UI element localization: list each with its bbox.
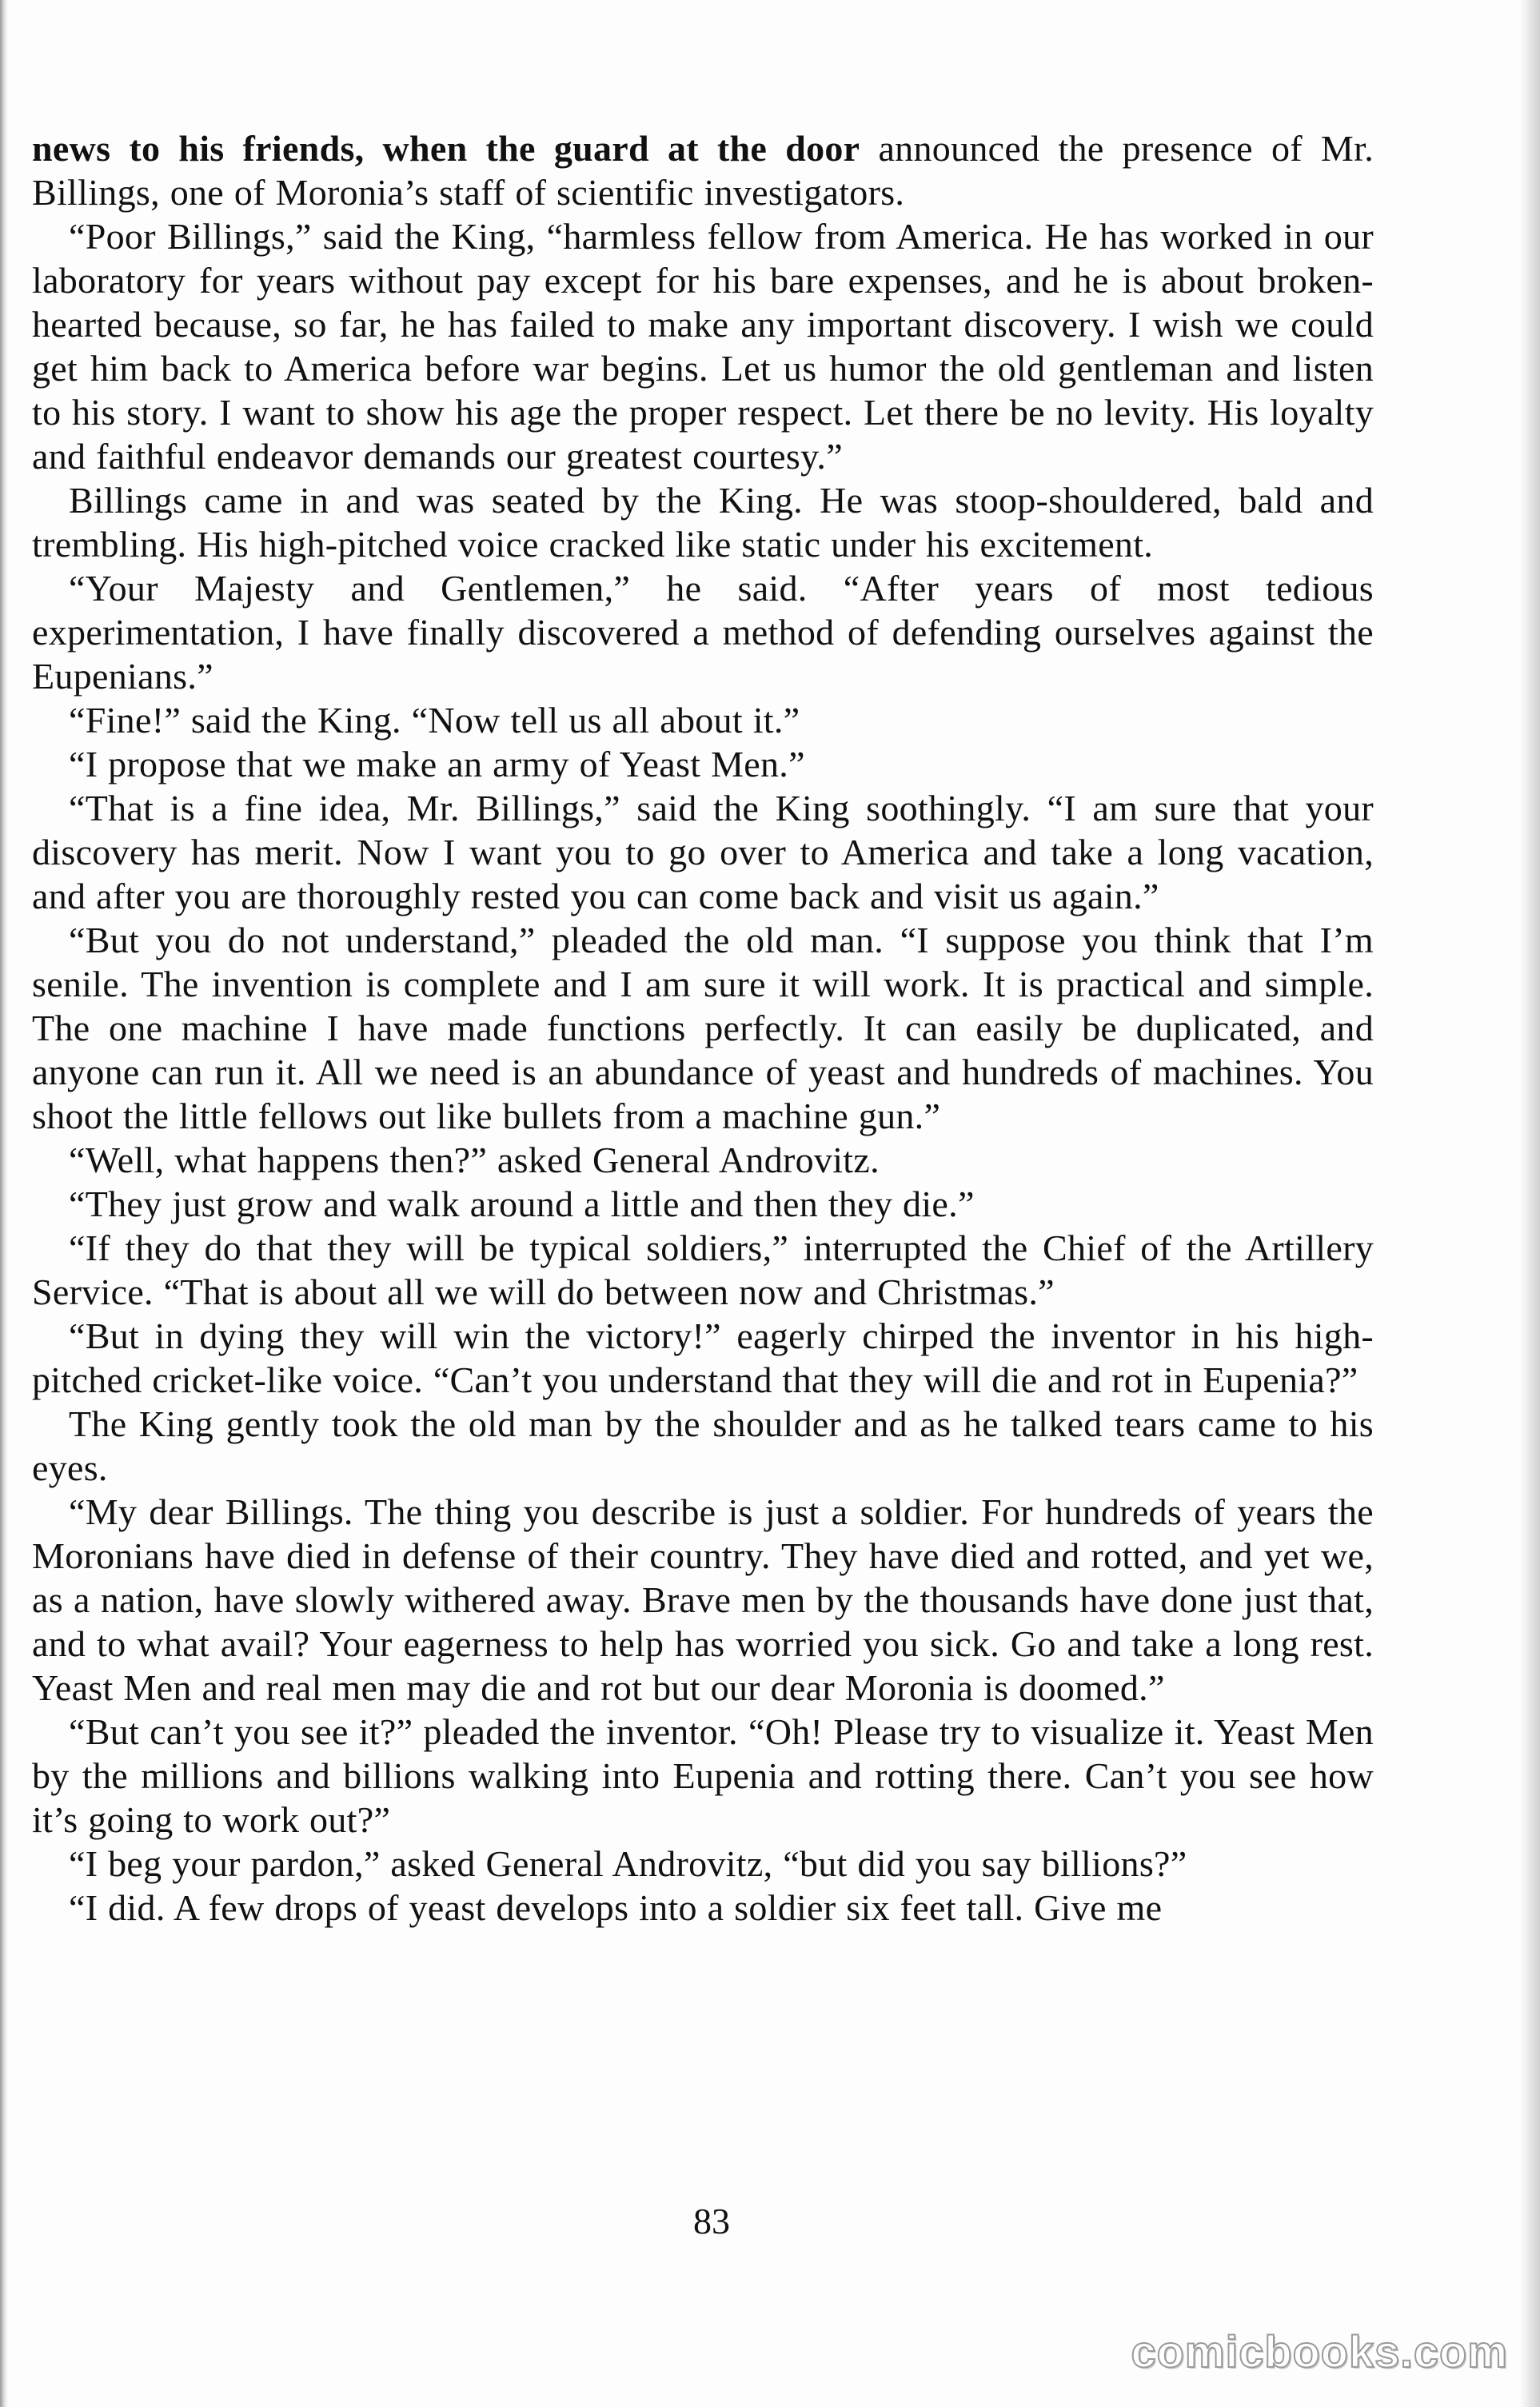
paragraph: “But in dying they will win the victory!” eagerly chirped the inventor in his high-pitched cricket-like voice. “Can’t you understand that they will die and rot in Eupenia?” <box>32 1315 1374 1400</box>
paragraph: “If they do that they will be typical soldiers,” interrupted the Chief of the Artillery Service. “That is about all we will do between now and Christmas.” <box>32 1227 1374 1312</box>
paragraph: “But can’t you see it?” pleaded the inventor. “Oh! Please try to visualize it. Yeast Men by the millions and billions walking into Eupenia and rotting there. Can’t you see how it’s going to work out?” <box>32 1711 1374 1840</box>
paragraph: “Well, what happens then?” asked General Androvitz. <box>69 1140 880 1180</box>
body-text <box>32 126 1374 1930</box>
paragraph: “I did. A few drops of yeast develops into a soldier six feet tall. Give me <box>69 1887 1163 1928</box>
page-left-shadow <box>0 0 8 2407</box>
paragraph: “They just grow and walk around a little and then they die.” <box>69 1184 975 1224</box>
watermark-logo: comicbooks.com <box>1131 2326 1508 2377</box>
paragraph: “Poor Billings,” said the King, “harmless fellow from America. He has worked in our laboratory for years without pay except for his bare expenses, and he is about broken-hearted because, so far, he has failed to make any important discovery. I wish we could get him back to America before war begins. Let us humor the old gentleman and listen to his story. I want to show his age the proper respect. Let there be no levity. His loyalty and faithful endeavor demands our greatest courtesy.” <box>32 216 1374 477</box>
page-right-shadow <box>1519 0 1540 2407</box>
paragraph: “Your Majesty and Gentlemen,” he said. “After years of most tedious experimentation, I have finally discovered a method of defending ourselves against the Eupenians.” <box>32 568 1374 697</box>
paragraph: “I propose that we make an army of Yeast Men.” <box>69 744 805 784</box>
paragraph-lead: news to his friends, when the guard at the door <box>32 128 860 169</box>
paragraph: “But you do not understand,” pleaded the old man. “I suppose you think that I’m senile. The invention is complete and I am sure it will work. It is practical and simple. The one machine I have made functions perfectly. It can easily be duplicated, and anyone can run it. All we need is an abundance of yeast and hundreds of machines. You shoot the little fellows out like bullets from a machine gun.” <box>32 920 1374 1136</box>
paragraph-text: announced the presence of Mr. Billings, one of Moronia’s staff of scientific investigators. <box>32 128 1374 213</box>
paragraph <box>32 126 1374 214</box>
paragraph: “I beg your pardon,” asked General Androvitz, “but did you say billions?” <box>69 1843 1187 1884</box>
paragraph: “That is a fine idea, Mr. Billings,” said the King soothingly. “I am sure that your discovery has merit. Now I want you to go over to America and take a long vacation, and after you are thoroughly rested you can come back and visit us again.” <box>32 788 1374 916</box>
paragraph: Billings came in and was seated by the King. He was stoop-shouldered, bald and trembling. His high-pitched voice cracked like static under his excitement. <box>32 480 1374 565</box>
paragraph: The King gently took the old man by the shoulder and as he talked tears came to his eyes. <box>32 1403 1374 1488</box>
page-number: 83 <box>693 2201 730 2241</box>
paragraph: “My dear Billings. The thing you describe is just a soldier. For hundreds of years the Moronians have died in defense of their country. They have died and rotted, and yet we, as a nation, have slowly withered away. Brave men by the thousands have done just that, and to what avail? Your eagerness to help has worried you sick. Go and take a long rest. Yeast Men and real men may die and rot but our dear Moronia is doomed.” <box>32 1491 1374 1708</box>
paragraph: “Fine!” said the King. “Now tell us all about it.” <box>69 700 800 740</box>
